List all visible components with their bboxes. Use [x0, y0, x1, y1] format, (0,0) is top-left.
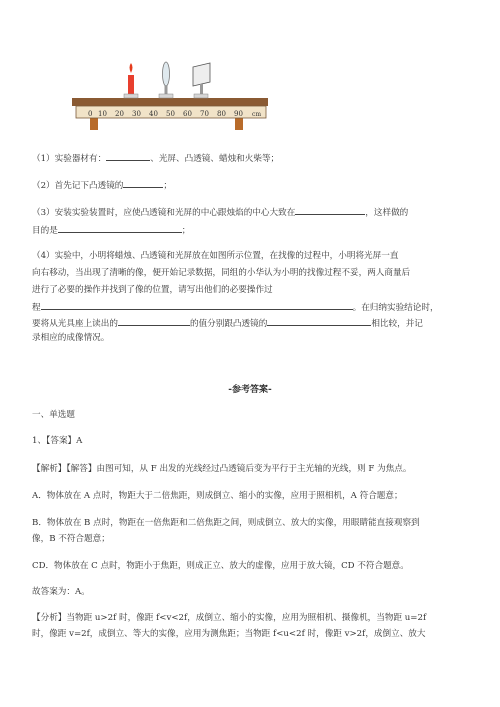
optical-bench-figure: [60, 60, 270, 140]
q3-text-a: （3）安装实验装置时，应使凸透镜和光屏的中心跟烛焰的中心大致在: [32, 208, 296, 218]
option-b-explanation-1: B．物体放在 B 点时，物距在一倍焦距和二倍焦距之间，则成倒立、放大的实像，用眼睛能直接观察到: [32, 518, 420, 528]
question-4-line-4: [32, 299, 472, 315]
q4-text-h: 相比较，并记: [371, 319, 423, 329]
question-4-line-6: 录相应的成像情况。: [32, 333, 110, 343]
q3-text-d: ；: [181, 226, 191, 236]
bench-leg-right: [235, 118, 243, 130]
summary-line-2: 时，像距 v=2f，成倒立、等大的实像，应用为测焦距；当物距 f<u<2f 时，像距 v>2f，成倒立、放大: [32, 629, 426, 639]
tick-label-40: 40: [149, 110, 158, 118]
tick-label-20: 20: [115, 110, 124, 118]
convex-lens: [159, 62, 173, 98]
tick-label-0: 0: [88, 110, 93, 118]
final-answer: 故答案为：A。: [32, 587, 90, 597]
bench-leg-left: [90, 118, 98, 130]
option-b-explanation-2: 像，B 不符合题意；: [32, 534, 110, 544]
tick-label-30: 30: [132, 110, 141, 118]
q1-answer-blank[interactable]: [106, 150, 150, 161]
question-3-line-2: [32, 222, 472, 238]
tick-label-60: 60: [183, 110, 192, 118]
analysis-paragraph: 【解析】【解答】由图可知，从 F 出发的光线经过凸透镜后变为平行于主光轴的光线，则 F 为焦点。: [32, 464, 412, 474]
tick-label-80: 80: [217, 110, 226, 118]
q4-text-d: 程: [32, 303, 41, 313]
q4-answer-blank-1[interactable]: [41, 299, 353, 310]
q3-text-c: 目的是: [32, 226, 58, 236]
summary-line-1: 【分析】当物距 u>2f 时，像距 f<v<2f，成倒立、缩小的实像，应用为照相机、摄像机，当物距 u=2f: [32, 613, 427, 623]
q4-text-e: 。在归纳实验结论时，: [352, 303, 439, 313]
question-4-line-5: [32, 315, 472, 331]
option-cd-explanation: CD．物体放在 C 点时，物距小于焦距，则成正立、放大的虚像，应用于放大镜，CD 不符合题意。: [32, 561, 409, 571]
light-screen: [193, 63, 210, 98]
optical-bench-diagram: [60, 60, 270, 140]
q3-answer-blank-2[interactable]: [58, 222, 182, 233]
option-a-explanation: A．物体放在 A 点时，物距大于二倍焦距，则成倒立、缩小的实像，应用于照相机，A 符合题意；: [32, 491, 403, 501]
bench-top: [72, 98, 268, 106]
q3-text-b: ，这样做的: [365, 208, 409, 218]
q1-text-b: 、光屏、凸透镜、蜡烛和火柴等；: [150, 154, 280, 164]
q3-answer-blank-1[interactable]: [295, 204, 365, 215]
q4-text-g: 的值分别跟凸透镜的: [189, 319, 268, 329]
q1-text-a: （1）实验器材有：: [32, 154, 107, 164]
tick-label-50: 50: [166, 110, 175, 118]
unit-label: cm: [252, 111, 262, 118]
q4-text-f: 要将从光具座上读出的: [32, 319, 118, 329]
question-4-line-2: 向右移动，当出现了清晰的像，便开始记录数据，同组的小华认为小明的找像过程不妥，两人商量后: [32, 268, 411, 278]
candle: [124, 63, 138, 98]
q4-answer-blank-3[interactable]: [267, 315, 371, 326]
tick-label-70: 70: [200, 110, 209, 118]
question-1: [32, 150, 472, 166]
answer-item-1: 1、【答案】A: [32, 436, 83, 446]
question-4-line-3: 进行了必要的操作并找到了像的位置，请写出他们的必要操作过: [32, 285, 273, 295]
question-3-line-1: [32, 204, 472, 220]
section-title: 一、单选题: [32, 410, 75, 420]
question-2: [32, 177, 472, 193]
tick-label-90: 90: [234, 110, 243, 118]
tick-label-10: 10: [98, 110, 107, 118]
question-4-line-1: （4）实验中，小明将蜡烛、凸透镜和光屏放在如图所示位置，在找像的过程中，小明将光屏一直: [32, 251, 399, 261]
q2-answer-blank[interactable]: [123, 177, 163, 188]
q4-answer-blank-2[interactable]: [118, 315, 190, 326]
q2-text-b: ；: [163, 181, 173, 191]
answer-heading: -参考答案-: [228, 385, 272, 395]
q2-text-a: （2）首先记下凸透镜的: [32, 181, 124, 191]
